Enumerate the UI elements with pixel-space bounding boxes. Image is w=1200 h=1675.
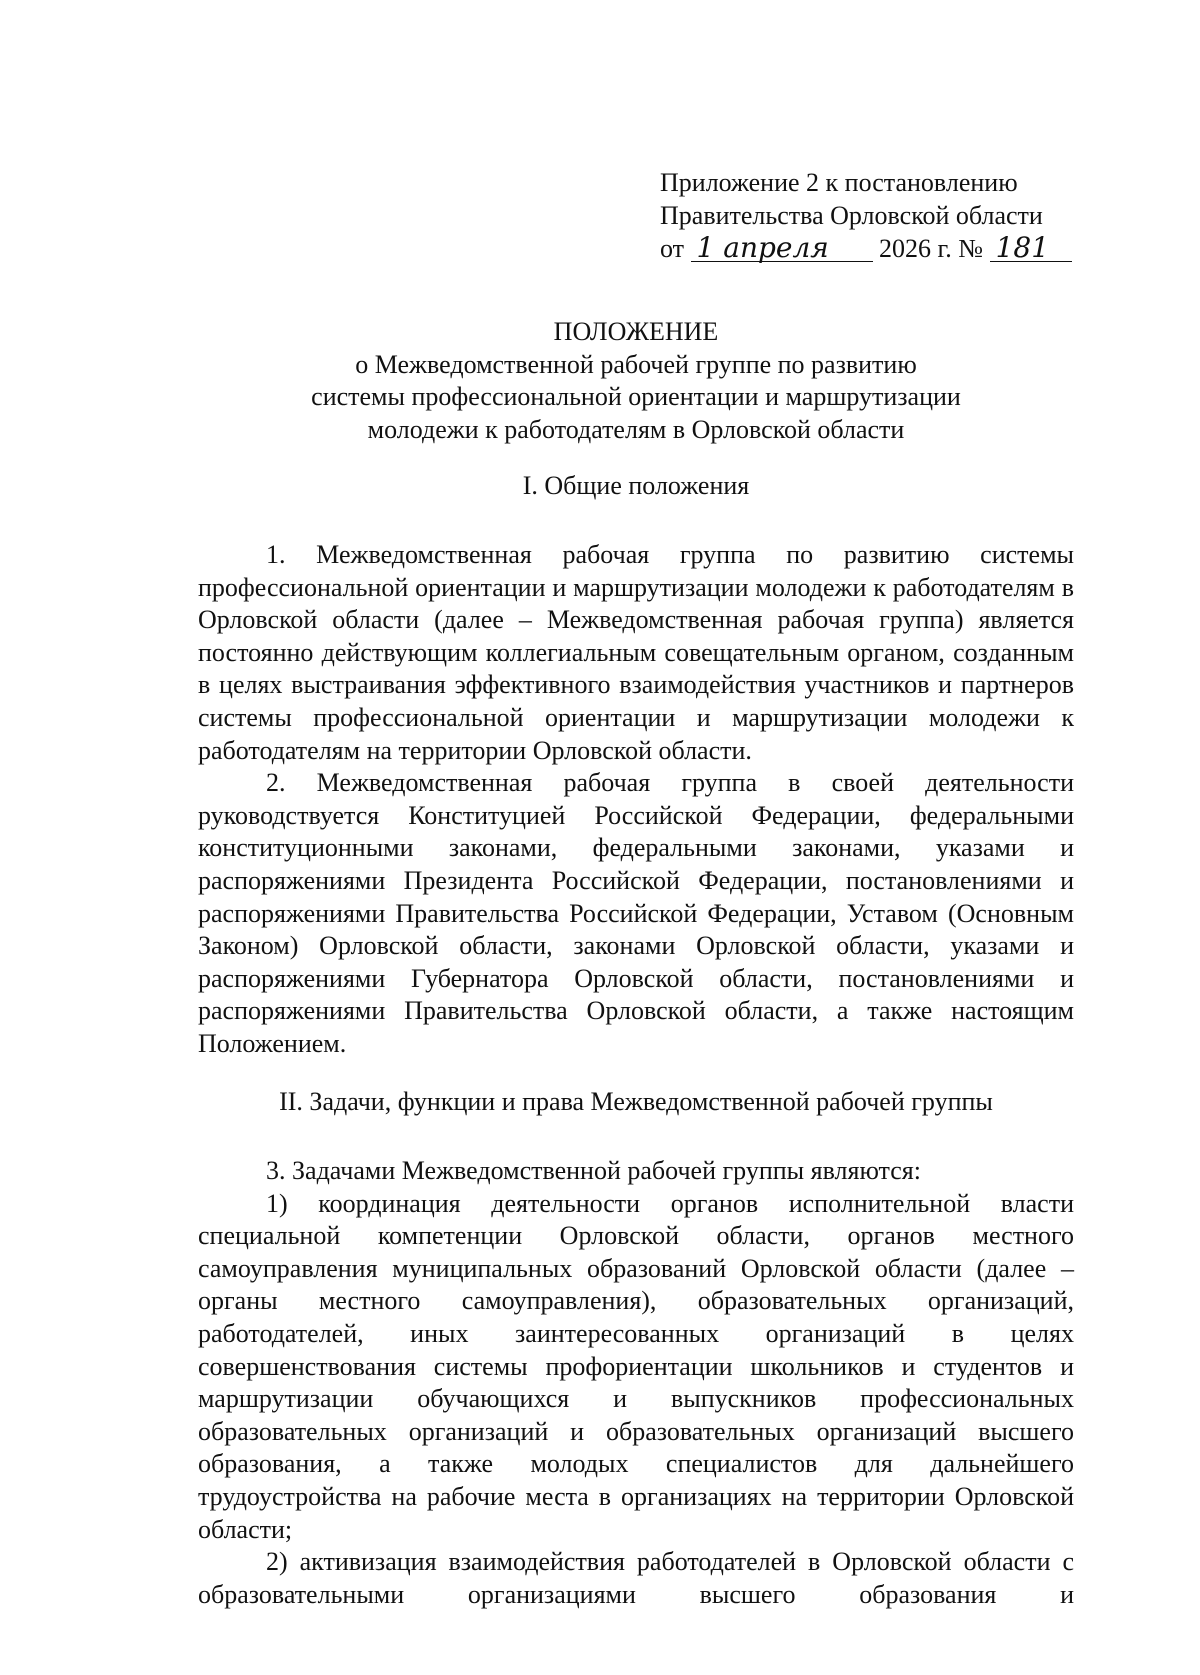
title-line-3: молодежи к работодателям в Орловской области — [367, 414, 905, 444]
document-body — [198, 316, 1074, 1611]
paragraph-1: 1. Межведомственная рабочая группа по развитию системы профессиональной ориентации и маршрутизации молодежи к работодателям в Орловской области (далее – Межведомственная рабочая группа) является постоянно действующим коллегиальным совещательным органом, созданным в целях выстраивания эффективного взаимодействия участников и партнеров системы профессиональной ориентации и маршрутизации молодежи к работодателям на территории Орловской области. — [198, 539, 1074, 765]
section-1-heading: I. Общие положения — [522, 471, 750, 501]
handwritten-number: 181 — [990, 235, 1072, 262]
from-label: от — [660, 234, 685, 263]
year-text: 2026 г. № — [879, 234, 984, 263]
title-line-2: системы профессиональной ориентации и маршрутизации — [311, 382, 961, 412]
appendix-line-1: Приложение 2 к постановлению — [660, 168, 1018, 197]
appendix-line-2: Правительства Орловской области — [660, 201, 1043, 230]
appendix-stamp — [660, 166, 1072, 265]
title-heading: ПОЛОЖЕНИЕ — [553, 317, 719, 346]
handwritten-date: 1 апреля — [691, 235, 873, 262]
title-line-1: о Межведомственной рабочей группе по развитию — [355, 349, 917, 379]
paragraph-2: 2. Межведомственная рабочая группа в своей деятельности руководствуется Конституцией Российской Федерации, федеральными конституционными законами, федеральными законами, указами и распоряжениями Президента Российской Федерации, постановлениями и распоряжениями Правительства Российской Федерации, Уставом (Основным Законом) Орловской области, законами Орловской области, указами и распоряжениями Губернатора Орловской области, постановлениями и распоряжениями Правительства Орловской области, а также настоящим Положением. — [198, 768, 1074, 1058]
list-item-1: 1) координация деятельности органов исполнительной власти специальной компетенции Орловской области, органов местного самоуправления муниципальных образований Орловской области (далее – органы местного самоуправления), образовательных организаций, работодателей, иных заинтересованных организаций в целях совершенствования системы профориентации школьников и студентов и маршрутизации обучающихся и выпускников профессиональных образовательных организаций и образовательных организаций высшего образования, а также молодых специалистов для дальнейшего трудоустройства на рабочие места в организациях на территории Орловской области; — [198, 1188, 1074, 1544]
document-title — [198, 316, 1074, 446]
section-2-heading: II. Задачи, функции и права Межведомственной рабочей группы — [279, 1087, 993, 1117]
paragraph-3: 3. Задачами Межведомственной рабочей группы являются: — [266, 1156, 921, 1186]
appendix-date-line — [660, 232, 1072, 265]
list-item-2: 2) активизация взаимодействия работодателей в Орловской области с образовательными организациями высшего образования и — [198, 1547, 1074, 1609]
